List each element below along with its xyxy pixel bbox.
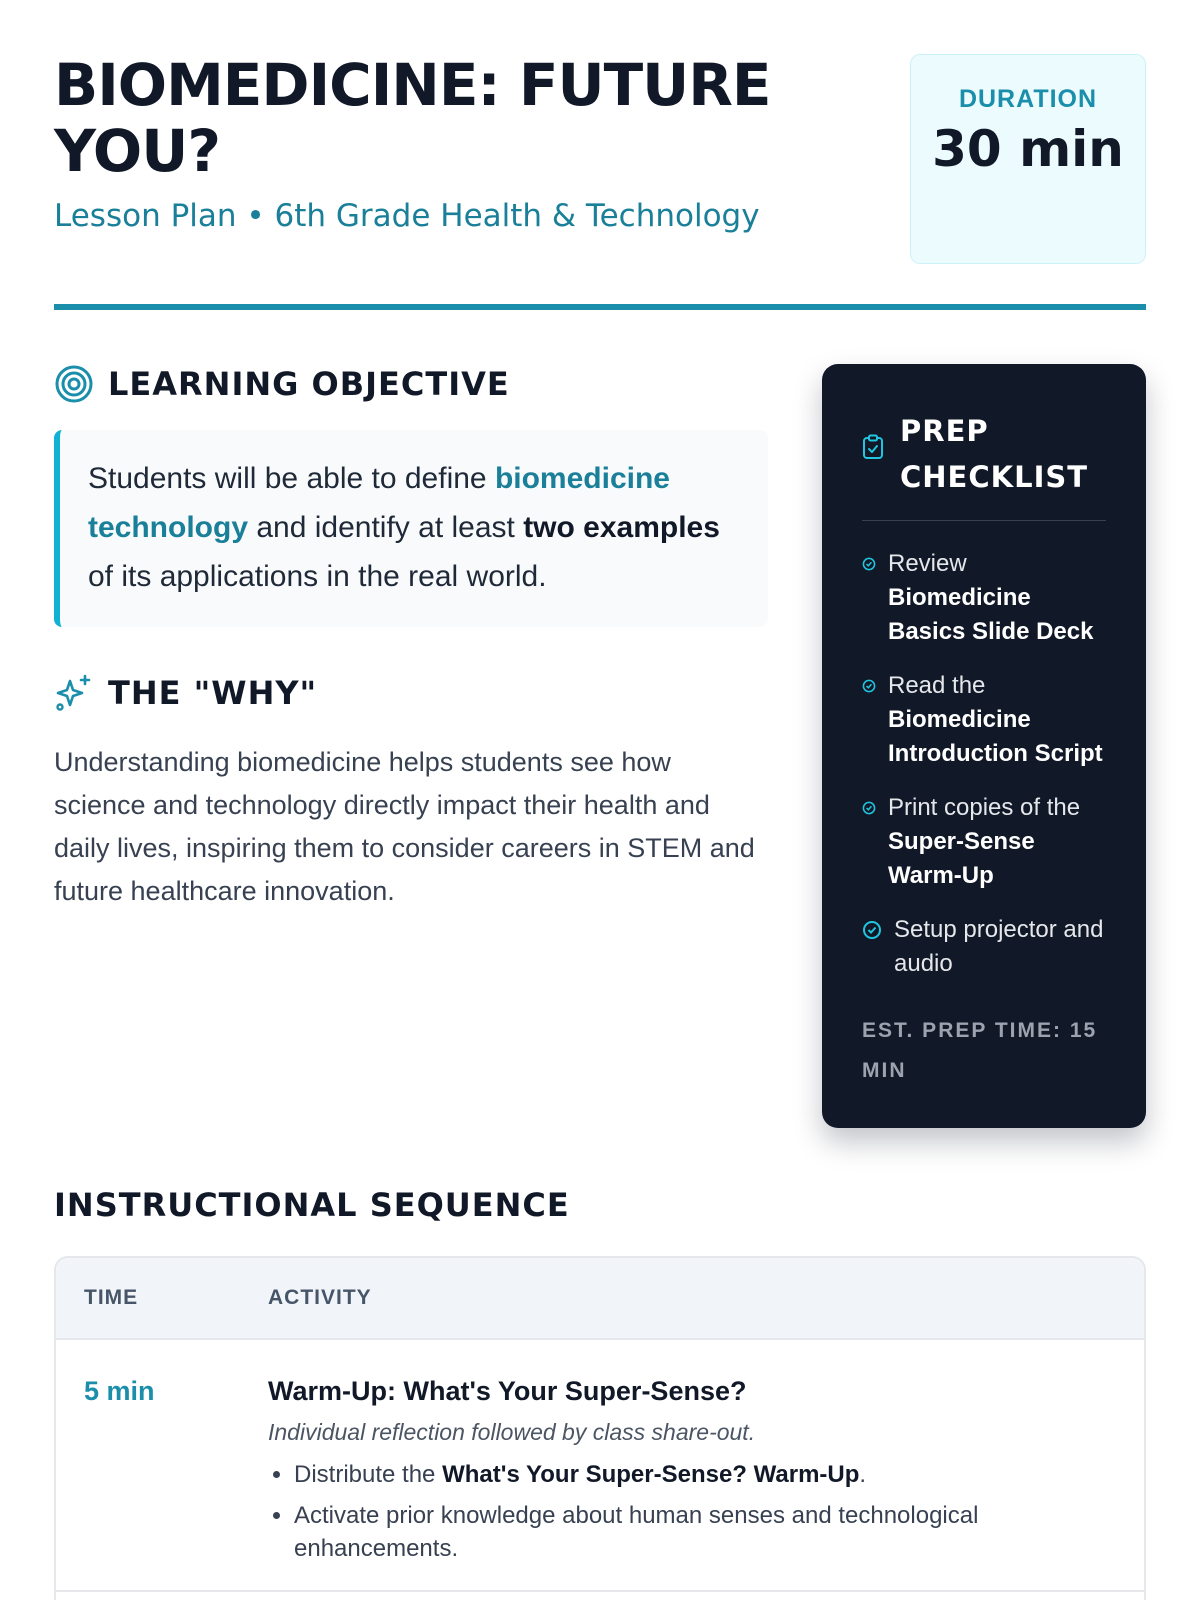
page-subtitle: Lesson Plan • 6th Grade Health & Technology	[54, 198, 760, 234]
objective-heading	[54, 364, 768, 404]
column-header-time: TIME	[84, 1286, 139, 1309]
objective-text-2: and identify at least	[248, 511, 524, 544]
why-text: Understanding biomedicine helps students see how science and technology directly impact their health and daily lives, inspiring them to consider careers in STEM and future healthcare innovation.	[54, 747, 755, 906]
checklist-item	[862, 669, 1106, 771]
activity-step: • Activate prior knowledge about human senses and technological enhancements.	[294, 1499, 1128, 1565]
activity-description: Individual reflection followed by class share-out.	[268, 1419, 756, 1445]
duration-value: 30 min	[932, 120, 1124, 178]
objective-text-1: Students will be able to define	[88, 462, 495, 495]
activity-step	[294, 1458, 1128, 1491]
activity-time: 5 min	[84, 1376, 155, 1406]
checklist-item	[862, 791, 1106, 893]
checklist-item-resource: Biomedicine Basics Slide Deck	[888, 584, 1094, 645]
objective-text-3: of its applications in the real world.	[88, 560, 547, 593]
prep-time: EST. PREP TIME: 15 MIN	[862, 1019, 1098, 1082]
table-row	[56, 1340, 1144, 1592]
checklist-item-prefix: Setup projector and audio	[894, 916, 1104, 977]
sparkles-icon	[54, 673, 94, 713]
duration-card	[910, 54, 1146, 264]
checklist-header	[862, 408, 1106, 521]
checklist-item-prefix: Review	[888, 550, 967, 577]
objective-heading-text: LEARNING OBJECTIVE	[108, 365, 510, 403]
check-circle-icon	[862, 920, 882, 940]
clipboard-check-icon	[862, 434, 884, 460]
checklist-item-prefix: Read the	[888, 672, 986, 699]
duration-label: DURATION	[958, 85, 1098, 113]
checklist-item-resource: Biomedicine Introduction Script	[888, 706, 1103, 767]
check-circle-icon	[862, 557, 876, 571]
check-circle-icon	[862, 679, 876, 693]
activity-step-prefix: Distribute the	[294, 1461, 443, 1488]
objective-box	[54, 430, 768, 627]
table-header	[56, 1258, 1144, 1340]
objective-emphasis: two examples	[523, 511, 720, 544]
activity-cell	[268, 1376, 1128, 1590]
why-heading	[54, 673, 768, 713]
checklist-item	[862, 913, 1106, 981]
page-title: BIOMEDICINE: FUTURE YOU?	[54, 51, 771, 185]
activity-title: Warm-Up: What's Your Super-Sense?	[268, 1376, 747, 1406]
activity-steps	[268, 1458, 1128, 1565]
checklist-item	[862, 547, 1106, 649]
header-divider	[54, 304, 1146, 310]
objective-term: biomedicine technology	[88, 462, 670, 544]
main-column	[54, 364, 768, 913]
check-circle-icon	[862, 801, 876, 815]
sequence-table	[54, 1256, 1146, 1600]
activity-step-suffix: .	[859, 1461, 867, 1488]
checklist-item-resource: Super-Sense Warm-Up	[888, 828, 1035, 889]
checklist-item-prefix: Print copies of the	[888, 794, 1081, 821]
column-header-activity: ACTIVITY	[268, 1286, 372, 1309]
checklist-items	[862, 547, 1106, 981]
target-icon	[54, 364, 94, 404]
why-heading-text: THE "WHY"	[108, 674, 318, 712]
lesson-header	[54, 52, 1146, 310]
checklist-title: PREP CHECKLIST	[900, 414, 1089, 494]
sequence-heading: INSTRUCTIONAL SEQUENCE	[54, 1186, 570, 1224]
activity-step-resource: What's Your Super-Sense? Warm-Up	[442, 1461, 860, 1488]
prep-checklist-panel	[822, 364, 1146, 1128]
